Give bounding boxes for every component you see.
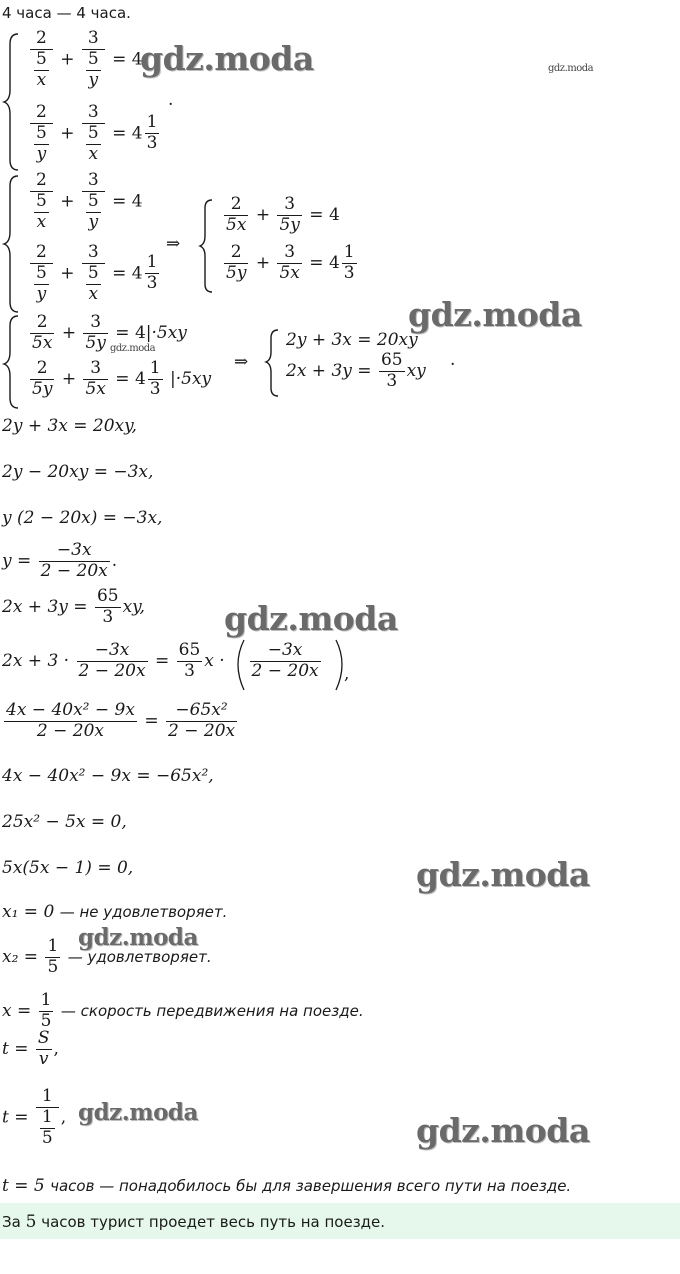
system3-l1: $\frac{2}{5x}$ + $\frac{3}{5y}$ = 4|·5xy <box>32 312 187 353</box>
watermark-logo: gdz.moda <box>416 855 590 894</box>
watermark-logo: gdz.moda <box>78 1099 198 1126</box>
step-7: $\frac{\text{4x − 40x² − 9x}}{2 - 20x}$ = $\frac{\text{−65x²}}{2 - 20x}$ <box>6 700 236 741</box>
step-14: t = $\frac{S}{v}$ , <box>2 1028 59 1069</box>
system2-r2: $\frac{2}{5y}$ + $\frac{3}{5x}$ = 4 $\frac{1}{3}$ <box>226 242 355 283</box>
answer-post: часов турист проедет весь путь на поезде. <box>41 1213 386 1231</box>
fraction: $\frac{65}{3}$ <box>380 350 403 391</box>
fraction: $\frac{3}{\frac{5}{x}}$ <box>82 104 105 164</box>
fraction: $\frac{3}{5x}$ <box>279 242 300 283</box>
step-11: x₁ = 0 — не удовлетворяет. <box>2 902 228 922</box>
step-2: 2y − 20xy = −3x, <box>2 462 154 482</box>
fraction: $\frac{5}{x}$ <box>87 122 99 164</box>
watermark-logo: gdz.moda <box>110 343 156 354</box>
watermark-logo: gdz.moda <box>78 924 198 951</box>
fraction: $\frac{3}{5y}$ <box>85 312 106 353</box>
watermark-logo: gdz.moda <box>548 63 594 74</box>
fraction: $\frac{1}{3}$ <box>146 112 158 154</box>
fraction: $\frac{1}{5}$ <box>41 1106 53 1148</box>
paren-right <box>336 640 342 690</box>
answer-number: 5 <box>25 1212 37 1232</box>
step-13: x = $\frac{1}{5}$ — скорость передвижения на поезде. <box>2 990 364 1031</box>
answer-pre: За <box>2 1213 21 1231</box>
system3-arrow: ⇒ <box>234 352 249 372</box>
fraction: $\frac{5}{x}$ <box>36 48 47 90</box>
fraction: $\frac{65}{3}$ <box>178 640 201 681</box>
fraction: $\frac{1}{3}$ <box>343 242 355 283</box>
system3-r1: 2y + 3x = 20xy <box>286 330 418 350</box>
watermark-logo: gdz.moda <box>140 39 314 78</box>
step-3: y (2 − 20x) = −3x, <box>2 508 163 528</box>
fraction: $\frac{3}{\frac{5}{x}}$ <box>82 244 105 304</box>
step-12: x₂ = $\frac{1}{5}$ — удовлетворяет. <box>2 936 212 977</box>
brace-system1 <box>4 34 18 170</box>
step-9: 25x² − 5x = 0, <box>2 812 127 832</box>
fraction: $\frac{2}{\frac{5}{y}}$ <box>30 104 53 164</box>
step-8: 4x − 40x² − 9x = −65x², <box>2 766 214 786</box>
answer-box <box>0 1203 680 1239</box>
fraction: $\frac{1}{5}$ <box>47 936 59 977</box>
brace-system3-right <box>266 330 278 396</box>
fraction: $\frac{65}{3}$ <box>96 586 119 627</box>
fraction: $\frac{3}{5y}$ <box>279 194 300 235</box>
system3-dot: . <box>450 350 456 370</box>
step-1: 2y + 3x = 20xy, <box>2 416 137 436</box>
watermark-logo: gdz.moda <box>224 599 398 638</box>
fraction: $\frac{2}{5y}$ <box>32 358 53 399</box>
step-10: 5x(5x − 1) = 0, <box>2 858 134 878</box>
fraction: $\frac{-3x}{2 - 20x}$ <box>251 640 319 681</box>
fraction: $\frac{3}{\frac{5}{y}}$ <box>82 172 105 232</box>
system2-arrow: ⇒ <box>166 234 181 254</box>
step-15: t = $\frac{1}{\frac{1}{5}}$ , <box>2 1086 67 1148</box>
fraction: $\frac{-3x}{2 - 20x}$ <box>78 640 146 681</box>
fraction: $\frac{2}{\frac{5}{x}}$ <box>30 172 53 232</box>
system1-dot: . <box>168 90 174 110</box>
fraction: $\frac{5}{x}$ <box>87 262 99 304</box>
system2-eq2: $\frac{2}{\frac{5}{y}}$ + $\frac{3}{\frac{5}{x}}$ = 4 $\frac{1}{3}$ <box>28 244 161 304</box>
fraction: $\frac{3}{5x}$ <box>85 358 106 399</box>
step-4: y = $\frac{-3x}{2 - 20x}$ . <box>2 540 118 581</box>
fraction: $\frac{1}{\frac{1}{5}}$ <box>36 1088 59 1148</box>
step-5: 2x + 3y = $\frac{65}{3}$ xy, <box>2 586 145 627</box>
step-16: t = 5 часов — понадобилось бы для завершения всего пути на поезде. <box>2 1176 572 1196</box>
fraction: $\frac{5}{y}$ <box>36 262 47 304</box>
fraction: $\frac{3}{\frac{5}{y}}$ <box>82 30 105 90</box>
system1-eq1: $\frac{2}{\frac{5}{x}}$ + $\frac{3}{\frac{5}{y}}$ = 4 <box>28 30 143 90</box>
step-6: 2x + 3 · $\frac{-3x}{2 - 20x}$ = $\frac{65}{3}$ x · $\frac{-3x}{2 - 20x}$ <box>2 640 319 681</box>
system3-l2: $\frac{2}{5y}$ + $\frac{3}{5x}$ = 4 $\frac{1}{3}$ |·5xy <box>32 358 212 399</box>
system3-r2: 2x + 3y = $\frac{65}{3}$ xy <box>286 350 426 391</box>
fraction: $\frac{2}{5x}$ <box>32 312 53 353</box>
fraction: $\frac{5}{y}$ <box>36 122 47 164</box>
fraction: $\frac{2}{5x}$ <box>226 194 247 235</box>
fraction: $\frac{5}{y}$ <box>87 190 99 232</box>
fraction: $\frac{1}{5}$ <box>40 990 52 1031</box>
system2-r1: $\frac{2}{5x}$ + $\frac{3}{5y}$ = 4 <box>226 194 340 235</box>
fraction: $\frac{1}{3}$ <box>149 358 161 399</box>
brace-system2-left <box>4 176 18 312</box>
brace-system2-right <box>200 200 212 292</box>
fraction: $\frac{2}{\frac{5}{x}}$ <box>30 30 53 90</box>
intro-text: 4 часа — 4 часа. <box>2 4 131 22</box>
watermark-logo: gdz.moda <box>416 1111 590 1150</box>
fraction: $\frac{\text{4x − 40x² − 9x}}{2 - 20x}$ <box>6 700 135 741</box>
fraction: $\frac{-3x}{2 - 20x}$ <box>40 540 108 581</box>
brace-system3-left <box>4 316 18 408</box>
watermark-logo: gdz.moda <box>408 295 582 334</box>
fraction: $\frac{1}{3}$ <box>146 252 158 294</box>
fraction: $\frac{5}{y}$ <box>87 48 99 90</box>
fraction: $\frac{5}{x}$ <box>36 190 47 232</box>
fraction: $\frac{\text{−65x²}}{2 - 20x}$ <box>168 700 236 741</box>
system2-eq1: $\frac{2}{\frac{5}{x}}$ + $\frac{3}{\frac{5}{y}}$ = 4 <box>28 172 143 232</box>
fraction: $\frac{S}{v}$ <box>37 1028 50 1069</box>
system1-eq2: $\frac{2}{\frac{5}{y}}$ + $\frac{3}{\frac{5}{x}}$ = 4 $\frac{1}{3}$ <box>28 104 161 164</box>
step-6-comma: , <box>344 664 350 684</box>
fraction: $\frac{2}{5y}$ <box>226 242 247 283</box>
fraction: $\frac{2}{\frac{5}{y}}$ <box>30 244 53 304</box>
